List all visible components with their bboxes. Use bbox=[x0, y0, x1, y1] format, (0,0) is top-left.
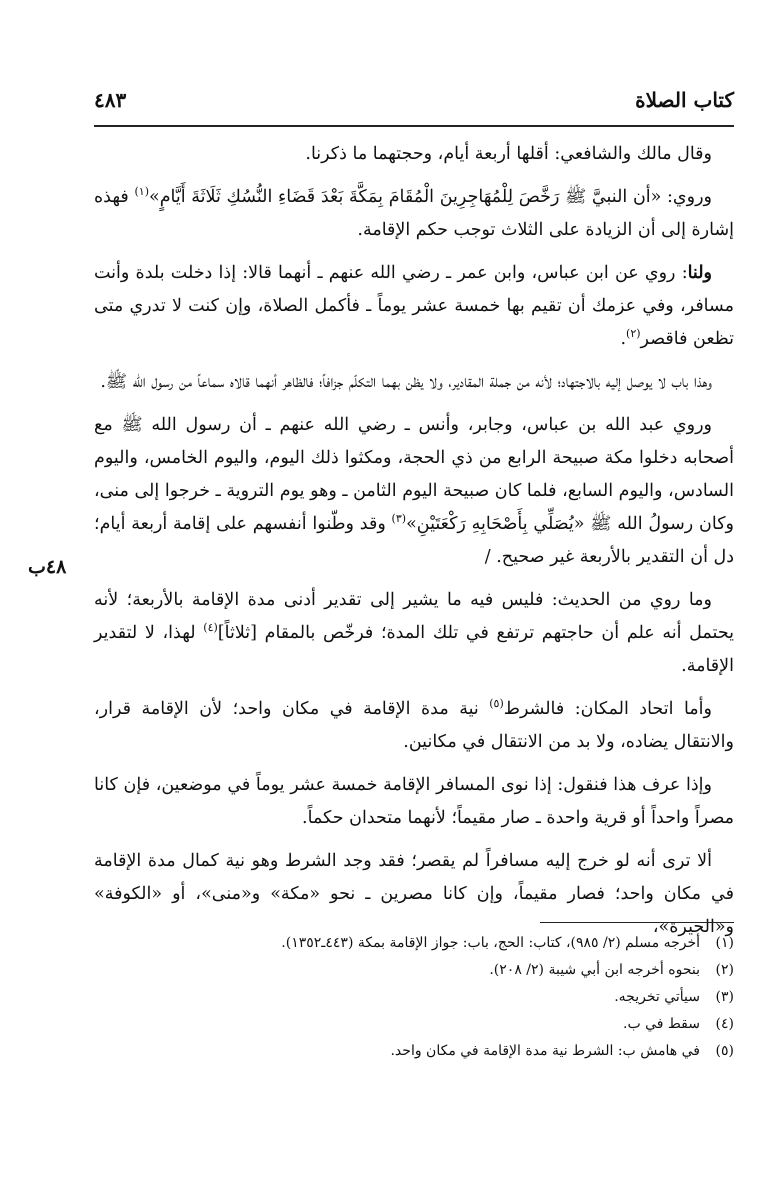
footnote-text: في هامش ب: الشرط نية مدة الإقامة في مكان واحد. bbox=[390, 1043, 700, 1059]
footnote-number: (٤) bbox=[715, 1016, 734, 1032]
footnote-ref: (٥) bbox=[489, 697, 504, 711]
footnote-divider bbox=[540, 922, 734, 923]
footnote-item bbox=[94, 984, 734, 1011]
paragraph-text: . bbox=[620, 329, 627, 349]
footnote-ref: (٢) bbox=[626, 327, 641, 341]
paragraph-text: ألا ترى أنه لو خرج إليه مسافراً لم يقصر؛ فقد وجد الشرط وهو نية كمال مدة الإقامة في مكان واحد؛ فصار مقيماً، وإن كانا مصرين ـ نحو «مكة» و«منى»، أو «الكوفة» و«الحيرة»، bbox=[94, 851, 734, 937]
footnotes bbox=[94, 930, 734, 1065]
footnote-ref: (٣) bbox=[391, 512, 407, 526]
paragraph bbox=[94, 769, 734, 835]
paragraph-text: نية مدة الإقامة في مكان واحد؛ لأن الإقامة قرار، والانتقال يضاده، ولا بد من الانتقال في مكانين. bbox=[94, 699, 734, 752]
running-header bbox=[94, 88, 734, 118]
footnote-number: (١) bbox=[715, 935, 734, 951]
chapter-title: كتاب الصلاة bbox=[635, 88, 734, 112]
paragraph-text: وما روي من الحديث: فليس فيه ما يشير إلى تقدير أدنى مدة الإقامة بالأربعة؛ لأنه يحتمل أنه علم أن حاجتهم ترتفع في تلك المدة؛ فرخّص بالمقام [ثلاثاً] bbox=[94, 590, 734, 643]
footnote-text: أخرجه مسلم (٢/ ٩٨٥)، كتاب: الحج، باب: جواز الإقامة بمكة (٤٤٣ـ١٣٥٢). bbox=[281, 935, 700, 951]
footnote-ref: (١) bbox=[134, 185, 149, 199]
paragraph bbox=[94, 693, 734, 759]
footnote-item bbox=[94, 1011, 734, 1038]
paragraph-text: وهذا باب لا يوصل إليه بالاجتهاد؛ لأنه من جملة المقادير، ولا يظن بهما التكلّم جزافاً؛ فالظاهر أنهما قالاه سماعاً من رسول الله ﷺ. bbox=[100, 372, 712, 392]
paragraph-text: وأما اتحاد المكان: فالشرط bbox=[503, 699, 712, 719]
main-text bbox=[94, 138, 734, 954]
paragraph-text: وروي عبد الله بن عباس، وجابر، وأنس ـ رضي الله عنهم ـ أن رسول الله ﷺ مع أصحابه دخلوا مكة صبيحة الرابع من ذي الحجة، ومكثوا ذلك اليوم، واليوم الخامس، واليوم السادس، واليوم السابع، فلما كان صبيحة اليوم الثامن ـ وهو يوم التروية ـ خرجوا إلى منى، وكان رسولُ الله ﷺ «يُصَلِّي بِأَصْحَابِهِ رَكْعَتَيْنِ» bbox=[94, 415, 734, 534]
footnote-text: بنحوه أخرجه ابن أبي شيبة (٢/ ٢٠٨). bbox=[489, 962, 700, 978]
paragraph-text: فهذه إشارة إلى أن الزيادة على الثلاث توجب حكم الإقامة. bbox=[94, 187, 734, 240]
footnote-text: سقط في ب. bbox=[623, 1016, 700, 1032]
paragraph-lead: ولنا bbox=[687, 263, 712, 283]
paragraph bbox=[94, 257, 734, 356]
paragraph-text: وإذا عرف هذا فنقول: إذا نوى المسافر الإقامة خمسة عشر يوماً في موضعين، فإن كانا مصراً واحداً أو قرية واحدة ـ صار مقيماً؛ لأنهما متحدان حكماً. bbox=[94, 775, 734, 828]
paragraph bbox=[94, 366, 734, 399]
paragraph-text: وقد وطّنوا أنفسهم على إقامة أربعة أيام؛ دل أن التقدير بالأربعة غير صحيح. / bbox=[94, 514, 734, 567]
footnote-number: (٢) bbox=[715, 962, 734, 978]
paragraph bbox=[94, 138, 734, 171]
footnote-number: (٣) bbox=[715, 989, 734, 1005]
header-divider bbox=[94, 125, 734, 127]
paragraph bbox=[94, 181, 734, 247]
paragraph-text: لهذا، لا لتقدير الإقامة. bbox=[94, 623, 734, 676]
footnote-item bbox=[94, 1038, 734, 1065]
margin-folio-note: ٤٨ب bbox=[28, 556, 67, 578]
paragraph-text: : روي عن ابن عباس، وابن عمر ـ رضي الله عنهم ـ أنهما قالا: إذا دخلت بلدة وأنت مسافر، وفي عزمك أن تقيم بها خمسة عشر يوماً ـ فأكمل الصلاة، وإن كنت لا تدري متى تظعن فاقصر bbox=[94, 263, 734, 349]
paragraph-text: وروي: «أن النبيَّ ﷺ رَخَّصَ لِلْمُهَاجِرِينَ الْمُقَامَ بِمَكَّةَ بَعْدَ قَضَاءِ النُّسُكِ ثَلَاثَةَ أَيَّامٍ» bbox=[148, 187, 712, 207]
footnote-item bbox=[94, 957, 734, 984]
footnote-ref: (٤) bbox=[203, 621, 218, 635]
footnote-item bbox=[94, 930, 734, 957]
paragraph-text: وقال مالك والشافعي: أقلها أربعة أيام، وحجتهما ما ذكرنا. bbox=[305, 144, 712, 164]
paragraph bbox=[94, 409, 734, 574]
page-number: ٤٨٣ bbox=[94, 88, 127, 112]
footnote-number: (٥) bbox=[715, 1043, 734, 1059]
paragraph bbox=[94, 584, 734, 683]
footnote-text: سيأتي تخريجه. bbox=[614, 989, 700, 1005]
